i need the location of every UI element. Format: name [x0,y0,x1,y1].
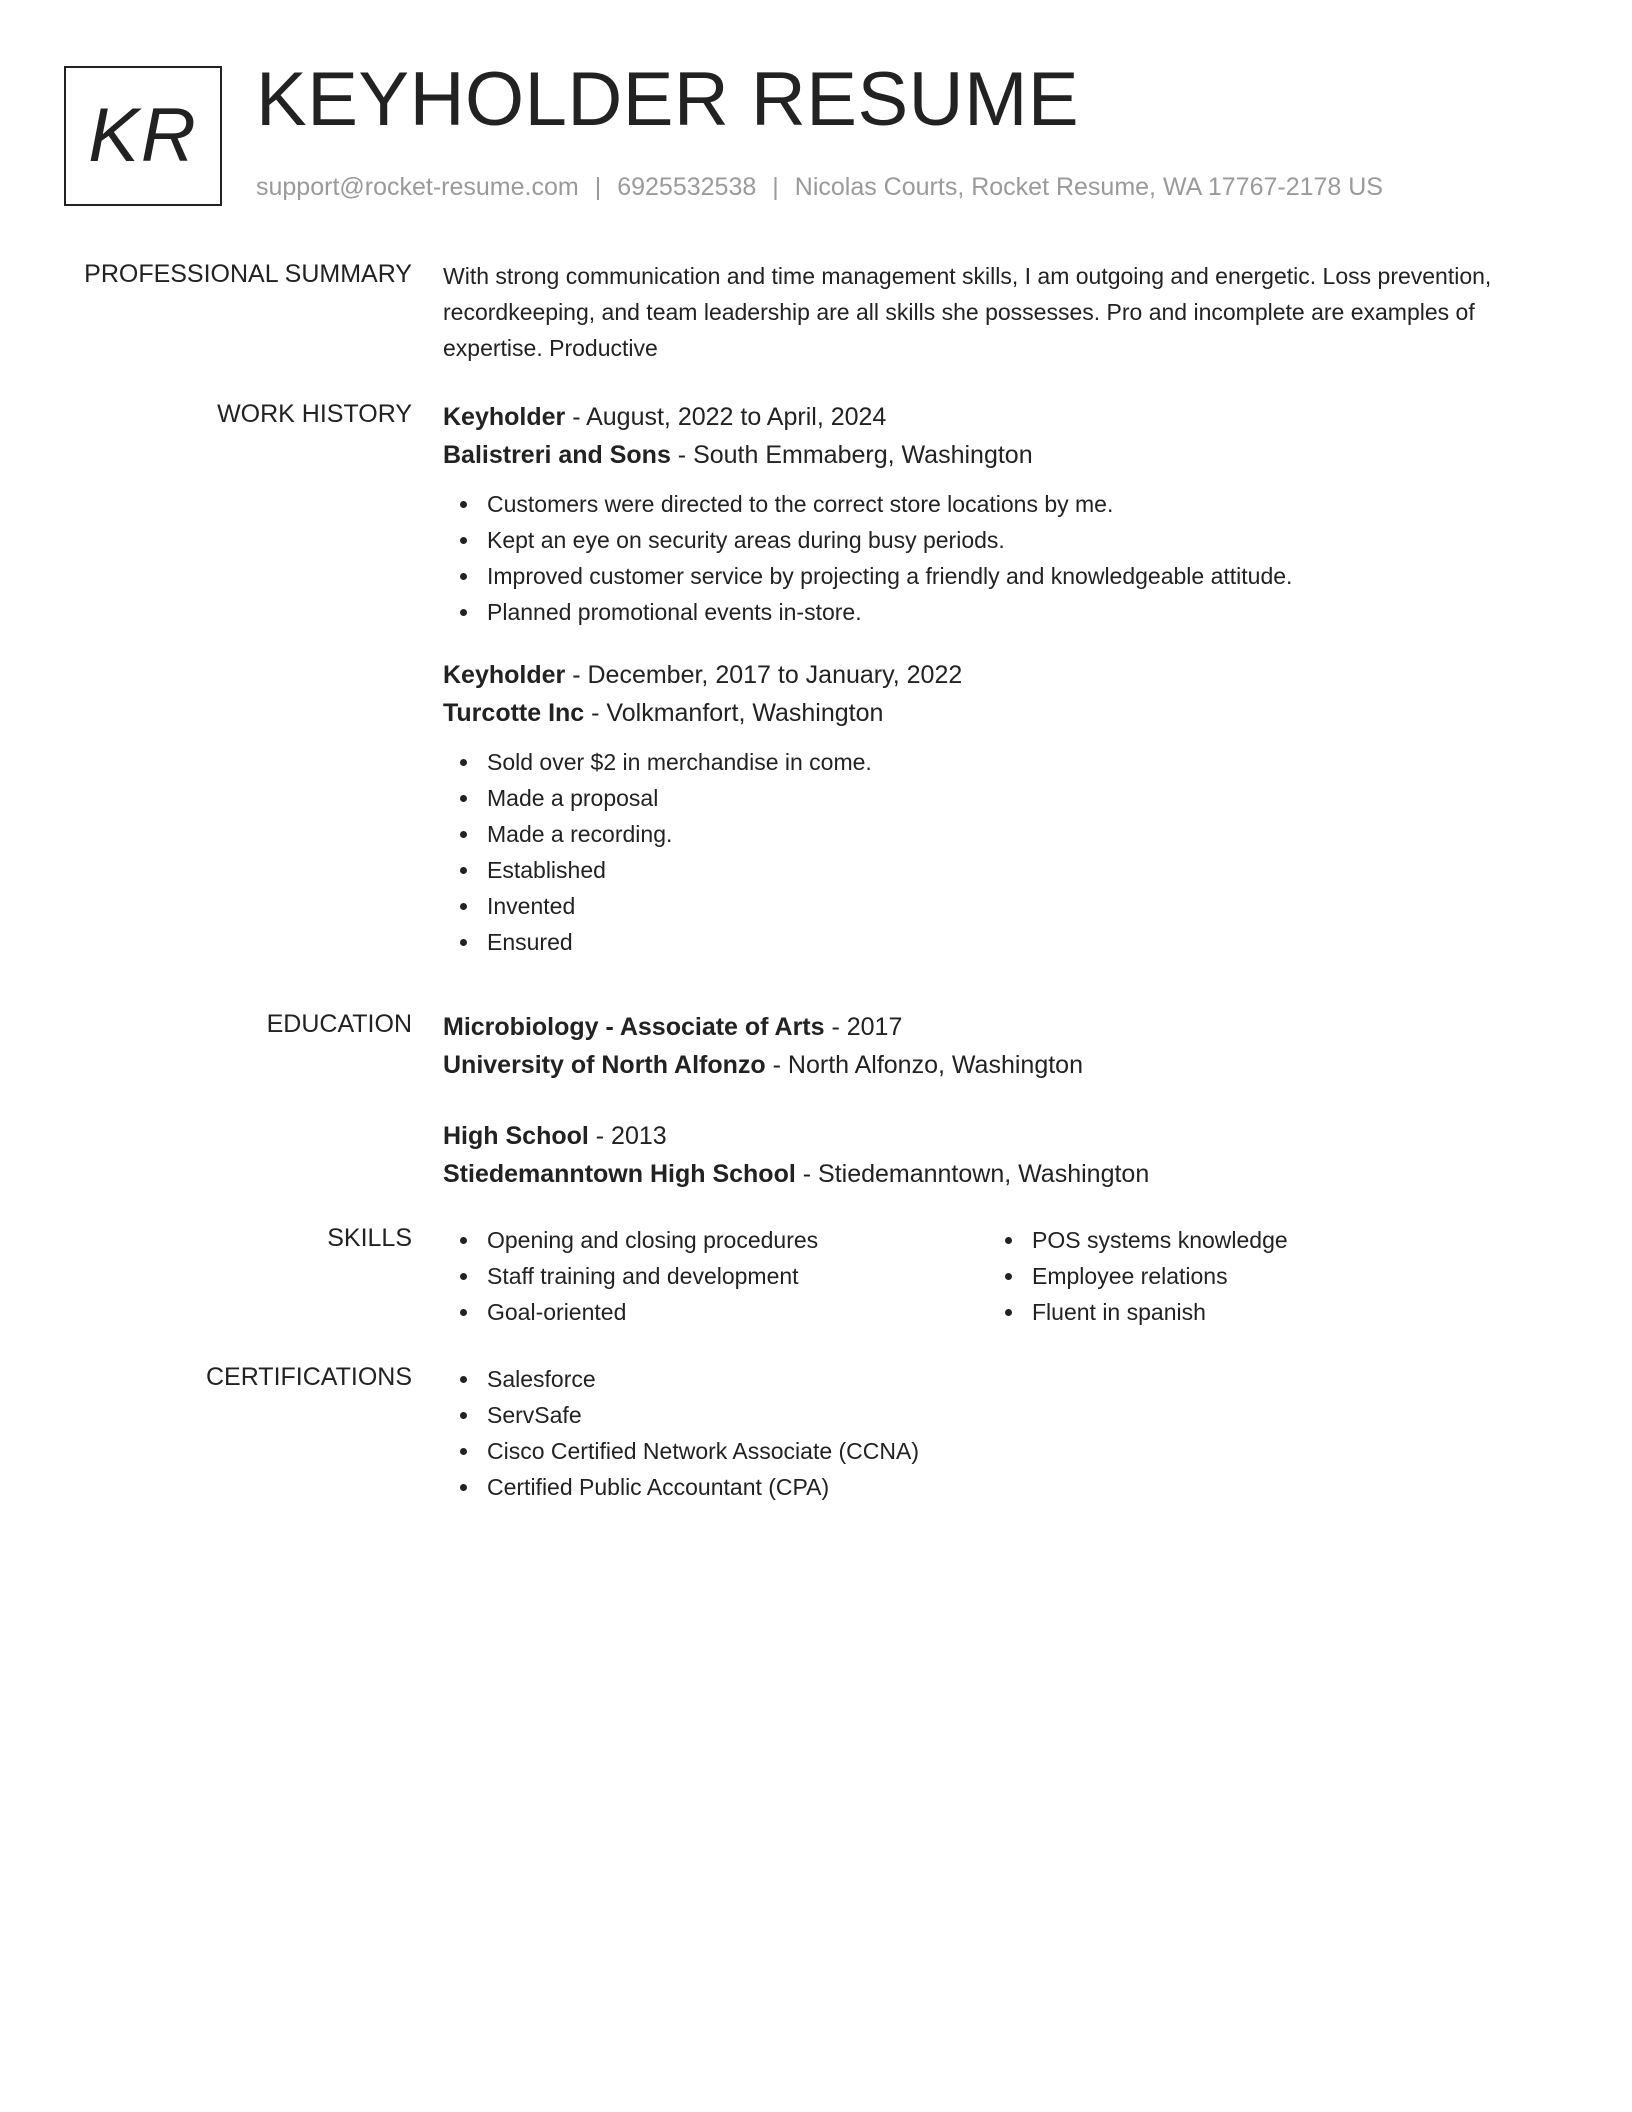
job-company: Turcotte Inc [443,699,585,727]
work-history-heading: WORK HISTORY [217,400,412,428]
job-title-line [443,656,1563,694]
certification-item: ServSafe [487,1397,1563,1433]
education-heading: EDUCATION [266,1010,412,1038]
job-dates: - August, 2022 to April, 2024 [565,403,887,431]
skill-item: Employee relations [1032,1258,1288,1294]
job-location: - South Emmaberg, Washington [670,441,1033,469]
skills-column-right [988,1222,1288,1330]
job-bullets [443,744,1563,960]
job-bullet: Customers were directed to the correct store locations by me. [487,486,1563,522]
job-bullet: Improved customer service by projecting a friendly and knowledgeable attitude. [487,558,1563,594]
education-entry [443,1117,1563,1193]
certification-item: Cisco Certified Network Associate (CCNA) [487,1433,1563,1469]
job-title-line [443,398,1563,436]
education-school-line [443,1046,1563,1084]
skill-item: POS systems knowledge [1032,1222,1288,1258]
job-bullet: Invented [487,888,1563,924]
contact-separator: | [772,173,779,201]
education-year: - 2013 [588,1122,667,1150]
certification-item: Salesforce [487,1361,1563,1397]
skills-list-left [443,1222,818,1330]
education-year: - 2017 [824,1013,903,1041]
job-company-line [443,694,1563,732]
job-entry [443,656,1563,960]
job-title: Keyholder [443,403,566,431]
job-bullet: Sold over $2 in merchandise in come. [487,744,1563,780]
job-location: - Volkmanfort, Washington [584,699,884,727]
contact-address: Nicolas Courts, Rocket Resume, WA 17767-2178 US [794,173,1383,201]
job-bullet: Kept an eye on security areas during busy periods. [487,522,1563,558]
job-company: Balistreri and Sons [443,441,671,469]
skills-heading: SKILLS [327,1224,412,1252]
job-entry [443,398,1563,630]
job-bullets [443,486,1563,630]
contact-phone: 6925532538 [617,173,757,201]
skill-item: Staff training and development [487,1258,818,1294]
education-degree: Microbiology - Associate of Arts [443,1013,825,1041]
certifications-heading: CERTIFICATIONS [205,1363,412,1391]
summary-text: With strong communication and time management skills, I am outgoing and energetic. Loss prevention, recordkeeping, and team leadership are all skills she possesses. Pro and incomplete are examples of expertise. Productive [443,263,1492,361]
certifications-list [443,1361,1563,1505]
education-location: - Stiedemanntown, Washington [795,1160,1150,1188]
education-degree-line [443,1008,1563,1046]
summary-heading: PROFESSIONAL SUMMARY [84,260,412,288]
skill-item: Fluent in spanish [1032,1294,1288,1330]
job-bullet: Established [487,852,1563,888]
skill-item: Goal-oriented [487,1294,818,1330]
education-degree-line [443,1117,1563,1155]
certification-item: Certified Public Accountant (CPA) [487,1469,1563,1505]
monogram-initials: KR [88,93,198,178]
skills-list-right [988,1222,1288,1330]
job-dates: - December, 2017 to January, 2022 [565,661,963,689]
resume-title: KEYHOLDER RESUME [256,57,1080,142]
monogram-box [64,66,222,206]
job-bullet: Ensured [487,924,1563,960]
contact-email: support@rocket-resume.com [256,173,579,201]
education-location: - North Alfonzo, Washington [765,1051,1083,1079]
education-entry [443,1008,1563,1084]
job-bullet: Made a recording. [487,816,1563,852]
education-degree: High School [443,1122,589,1150]
job-title: Keyholder [443,661,566,689]
contact-line [256,172,1383,202]
education-school: University of North Alfonzo [443,1051,766,1079]
education-school-line [443,1155,1563,1193]
job-bullet: Planned promotional events in-store. [487,594,1563,630]
skills-column-left [443,1222,818,1330]
skill-item: Opening and closing procedures [487,1222,818,1258]
skills-grid [443,1222,1563,1342]
contact-separator: | [594,173,602,201]
job-bullet: Made a proposal [487,780,1563,816]
education-school: Stiedemanntown High School [443,1160,796,1188]
job-company-line [443,436,1563,474]
